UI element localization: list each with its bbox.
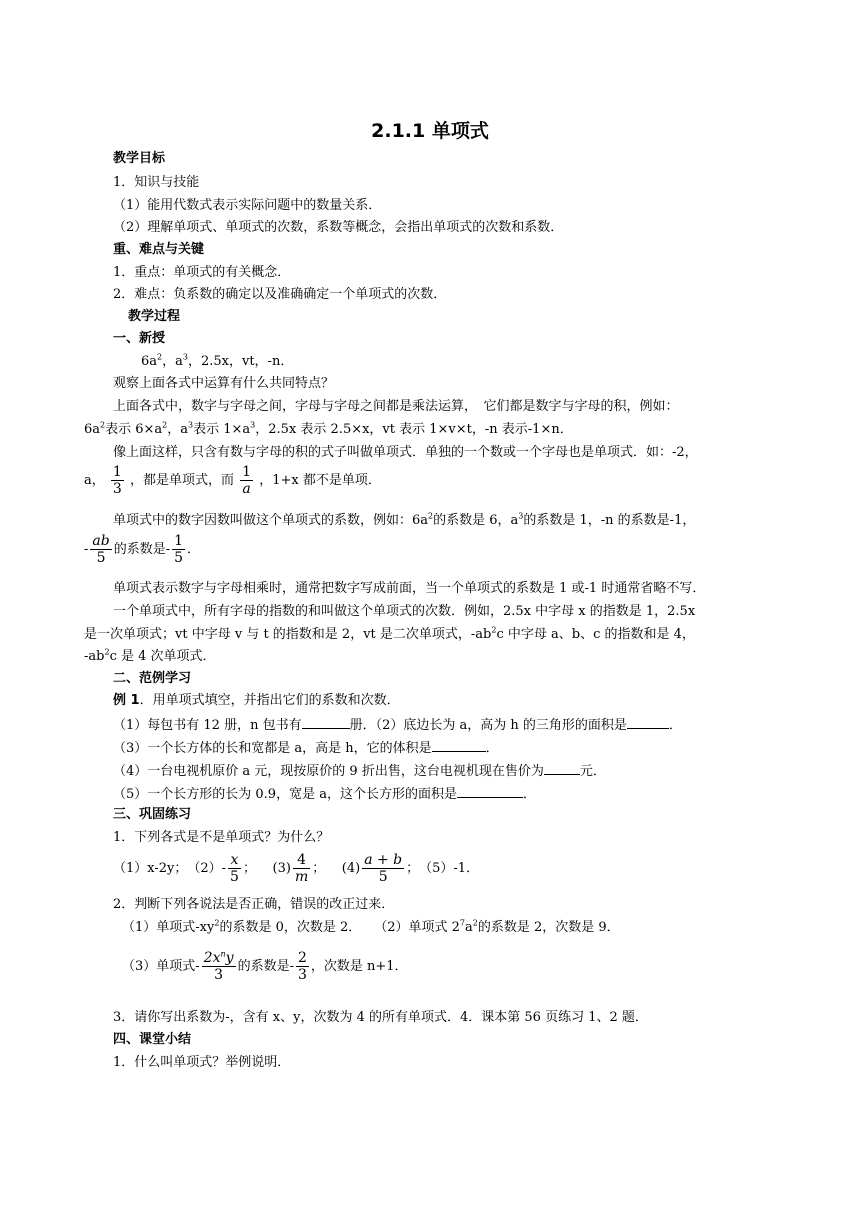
example-item: （4）一台电视机原价 a 元，现按原价的 9 折出售，这台电视机现在售价为 元． bbox=[113, 764, 606, 779]
practice-item: 3．请你写出系数为-，含有 x、y，次数为 4 的所有单项式．4．课本第 56 页练习 1、2 题． bbox=[113, 1010, 648, 1025]
goal-item: 1．知识与技能 bbox=[113, 175, 200, 190]
page-title: 2.1.1 单项式 bbox=[371, 120, 489, 142]
paragraph: $-ab^2c$ 是 4 次单项式． bbox=[84, 647, 216, 664]
practice-subitem: （1）单项式$-xy^2$的系数是 0，次数是 2． （2）单项式 $2^7a^2$的系数是 2，次数是 9． bbox=[122, 918, 620, 935]
paragraph: 上面各式中，数字与字母之间，字母与字母之间都是乘法运算， 它们都是数字与字母的积，例如： bbox=[113, 399, 679, 414]
heading-practice: 三、巩固练习 bbox=[113, 807, 192, 822]
paragraph: $6a^2$表示 $6\times a^2$，$a^3$表示 $1\times a^3$，2.5x 表示 2.5×x，vt 表示 1×v×t，-n 表示-1×n． bbox=[84, 420, 573, 437]
practice-item: 2．判断下列各说法是否正确，错误的改正过来． bbox=[113, 897, 395, 912]
fraction: $\frac{1}{3}$ bbox=[112, 464, 122, 497]
fraction: $\frac{x}{5}$ bbox=[230, 852, 239, 885]
paragraph-with-fractions: - $\frac{ab}{5}$ 的系数是- $\frac{1}{5}$ ． bbox=[84, 533, 201, 566]
heading-key-points: 重、难点与关键 bbox=[113, 242, 205, 257]
practice-item: 1．下列各式是不是单项式？为什么？ bbox=[113, 830, 330, 845]
heading-examples: 二、范例学习 bbox=[113, 671, 192, 686]
heading-new-lesson: 一、新授 bbox=[113, 331, 166, 346]
fraction: $\frac{2x^ny}{3}$ bbox=[203, 949, 234, 983]
paragraph: 是一次单项式；vt 中字母 v 与 t 的指数和是 2，vt 是二次单项式，$-ab^2c$ 中字母 a、b、c 的指数和是 4， bbox=[84, 625, 695, 642]
example-item: （5）一个长方形的长为 0.9，宽是 a，这个长方形的面积是 ． bbox=[113, 787, 536, 802]
paragraph: 像上面这样，只含有数与字母的积的式子叫做单项式．单独的一个数或一个字母也是单项式．如：-2， bbox=[113, 445, 698, 460]
practice-subitem: （3）单项式- $\frac{2x^ny}{3}$ 的系数是- $\frac{2}{3}$ ，次数是 n+1． bbox=[122, 949, 408, 983]
paragraph: 一个单项式中，所有字母的指数的和叫做这个单项式的次数．例如，2.5x 中字母 x 的指数是 1，2.5x bbox=[113, 604, 696, 619]
example-item: （3）一个长方体的长和宽都是 a，高是 h，它的体积是 ． bbox=[113, 741, 499, 756]
fraction: $\frac{a + b}{5}$ bbox=[364, 852, 403, 885]
practice-options: （1）x-2y； （2）- $\frac{x}{5}$ ； (3) $\frac{4}{m}$ ； (4) $\frac{a + b}{5}$ ； （5）-1． bbox=[113, 852, 480, 885]
paragraph: 单项式中的数字因数叫做这个单项式的系数，例如：$6a^2$的系数是 6，$a^3$的系数是 1，-n 的系数是-1， bbox=[113, 511, 696, 528]
paragraph-with-fractions: a， $\frac{1}{3}$ ，都是单项式，而 $\frac{1}{a}$ ，1+x 都不是单项． bbox=[84, 464, 381, 497]
expression-list: $6a^2$，$a^3$，2.5x，vt，-n． bbox=[141, 352, 294, 369]
goal-item: （1）能用代数式表示实际问题中的数量关系． bbox=[113, 198, 382, 213]
heading-summary: 四、课堂小结 bbox=[113, 1032, 192, 1047]
key-item: 1．重点：单项式的有关概念． bbox=[113, 265, 291, 280]
fraction: $\frac{2}{3}$ bbox=[297, 950, 307, 983]
goal-item: （2）理解单项式、单项式的次数，系数等概念，会指出单项式的次数和系数． bbox=[113, 220, 564, 235]
heading-teaching-goals: 教学目标 bbox=[113, 151, 166, 166]
fraction: $\frac{1}{a}$ bbox=[242, 464, 252, 497]
fraction: $\frac{4}{m}$ bbox=[294, 852, 309, 885]
example-intro: 例 1．用单项式填空，并指出它们的系数和次数． bbox=[113, 693, 400, 708]
fraction: $\frac{1}{5}$ bbox=[174, 533, 184, 566]
key-item: 2．难点：负系数的确定以及准确确定一个单项式的次数． bbox=[113, 287, 447, 302]
example-item: （1）每包书有 12 册，n 包书有 册．（2）底边长为 a，高为 h 的三角形的面积是 ． bbox=[113, 718, 682, 733]
summary-item: 1．什么叫单项式？举例说明． bbox=[113, 1055, 291, 1070]
heading-process: 教学过程 bbox=[128, 309, 181, 324]
paragraph: 观察上面各式中运算有什么共同特点？ bbox=[113, 376, 335, 391]
paragraph: 单项式表示数字与字母相乘时，通常把数字写成前面，当一个单项式的系数是 1 或-1 时通常省略不写． bbox=[113, 581, 706, 596]
fraction: $\frac{ab}{5}$ bbox=[92, 533, 110, 566]
